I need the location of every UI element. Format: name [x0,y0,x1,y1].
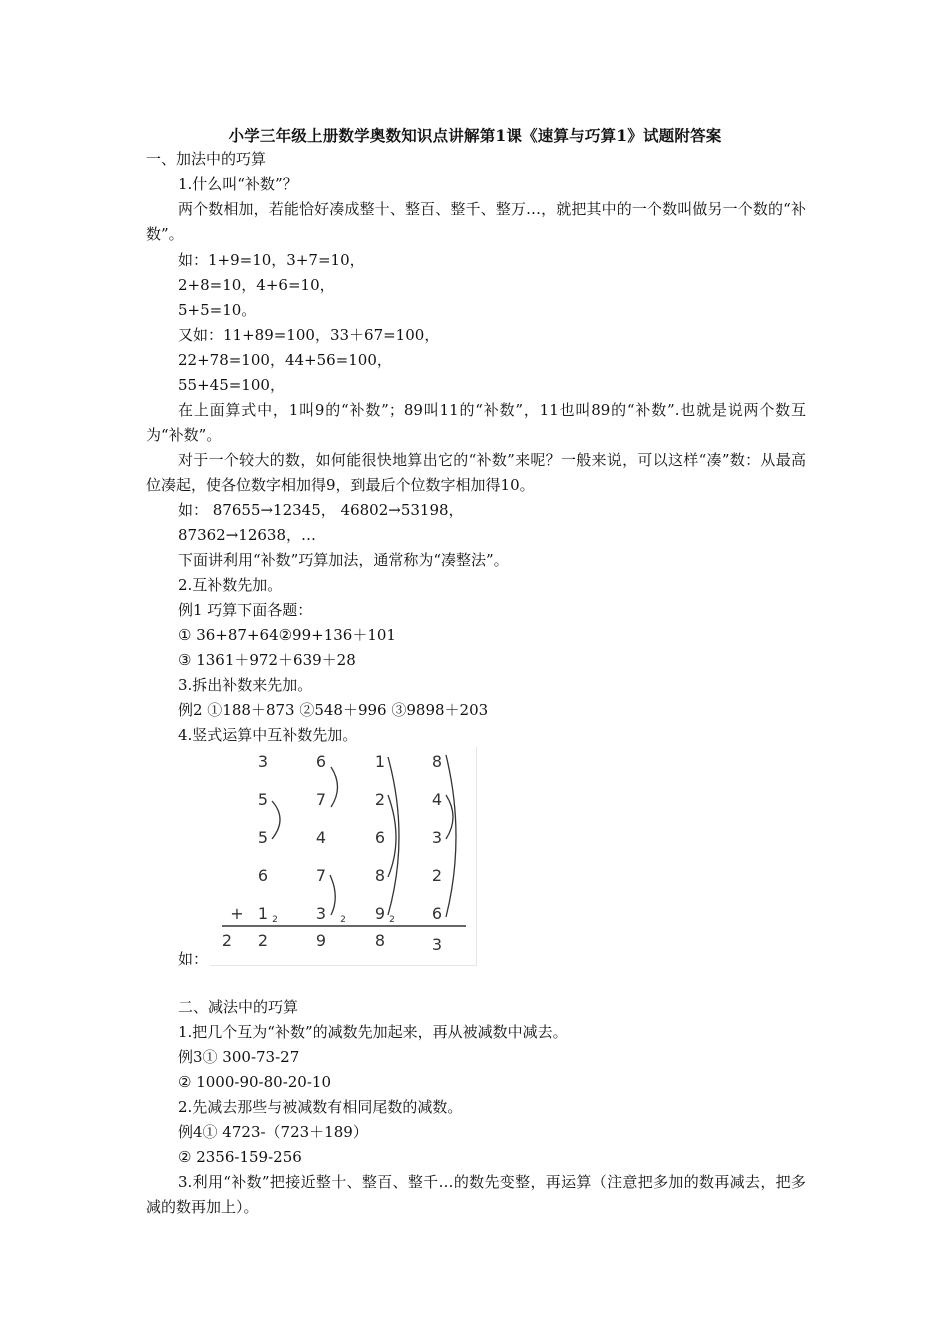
digit: 7 [315,790,327,809]
digit: 8 [431,752,443,771]
pair-bracket-1-9 [388,757,399,915]
digit: 1 [257,904,269,923]
digit: 5 [257,828,269,847]
digit: 3 [315,904,327,923]
subheading-round-then-compute: 3.利用“补数”把接近整十、整百、整千…的数先变整，再运算（注意把多加的数再减去，把多减的数再加上）。 [146,1173,806,1216]
digit: 2 [431,866,443,885]
vertical-addition-figure [210,747,477,966]
result-digit: 2 [221,931,233,950]
pair-bracket-2-8 [388,795,396,877]
section-heading-addition: 一、加法中的巧算 [146,150,267,168]
digit: 4 [431,790,443,809]
exercise-line: ③ 1361＋972＋639＋28 [178,651,356,669]
example-line: 87362→12638，… [178,526,317,544]
figure-caption: 如： [178,950,209,968]
digit: 2 [374,790,386,809]
exercise-line: 例3① 300-73-27 [178,1048,300,1066]
example-line: 如：1+9=10，3+7=10， [178,251,365,269]
definition-paragraph: 两个数相加，若能恰好凑成整十、整百、整千、整万…，就把其中的一个数叫做另一个数的“补数”。 [146,200,806,243]
exercise-line: 例4① 4723-（723＋189） [178,1123,368,1141]
digit: 6 [431,904,443,923]
result-digit: 3 [431,935,443,954]
example-line: 2+8=10，4+6=10， [178,276,335,294]
pair-bracket-5-5 [272,801,280,839]
explanation-paragraph: 在上面算式中，1叫9的“补数”；89叫11的“补数”，11也叫89的“补数”.也就是说两个数互为“补数”。 [146,401,806,444]
subheading-same-tail: 2.先减去那些与被减数有相同尾数的减数。 [178,1098,463,1116]
digit: 1 [374,752,386,771]
method-paragraph: 对于一个较大的数，如何能很快地算出它的“补数”来呢？一般来说，可以这样“凑”数：从最高位凑起，使各位数字相加得9，到最后个位数字相加得10。 [146,451,806,494]
digit: 8 [374,866,386,885]
subheading-add-subtrahends: 1.把几个互为“补数”的减数先加起来，再从被减数中减去。 [178,1023,568,1041]
example-line: 55+45=100， [178,376,285,394]
carry-digit: 2 [389,915,395,925]
example-line: 又如：11+89=100，33＋67=100， [178,326,440,344]
intro-line: 下面讲利用“补数”巧算加法，通常称为“凑整法”。 [178,551,509,569]
digit: 4 [315,828,327,847]
example-line: 22+78=100，44+56=100， [178,351,392,369]
digit: 6 [374,828,386,847]
digit: 9 [374,904,386,923]
digit: 3 [431,828,443,847]
pair-bracket-7-3 [330,875,335,915]
digit: 7 [315,866,327,885]
example-label: 例1 巧算下面各题： [178,601,313,619]
example-line: 5+5=10。 [178,301,257,319]
digit: 5 [257,790,269,809]
digit: 6 [257,866,269,885]
pair-bracket-6-4 [331,767,338,807]
subheading-vertical-addition: 4.竖式运算中互补数先加。 [178,726,358,744]
section-heading-subtraction: 二、减法中的巧算 [178,998,299,1016]
digit: 3 [257,752,269,771]
carry-digit: 2 [272,915,278,925]
result-digit: 8 [374,931,386,950]
exercise-line: ② 1000-90-80-20-10 [178,1073,332,1091]
question-what-is-complement: 1.什么叫“补数”？ [178,175,298,193]
result-digit: 2 [257,931,269,950]
subheading-split-complement: 3.拆出补数来先加。 [178,676,313,694]
vertical-addition-diagram [210,747,476,965]
exercise-line: ① 36+87+64②99+136＋101 [178,626,396,644]
exercise-line: 例2 ①188＋873 ②548＋996 ③9898＋203 [178,701,489,719]
example-line: 如： 87655→12345， 46802→53198， [178,501,464,519]
result-digit: 9 [315,931,327,950]
document-title: 小学三年级上册数学奥数知识点讲解第1课《速算与巧算1》试题附答案 [228,126,722,145]
digit: 6 [315,752,327,771]
exercise-line: ② 2356-159-256 [178,1148,302,1166]
pair-bracket-4-6 [446,795,453,839]
carry-digit: 2 [340,915,346,925]
subheading-complement-first: 2.互补数先加。 [178,576,283,594]
plus-sign: + [230,904,244,923]
